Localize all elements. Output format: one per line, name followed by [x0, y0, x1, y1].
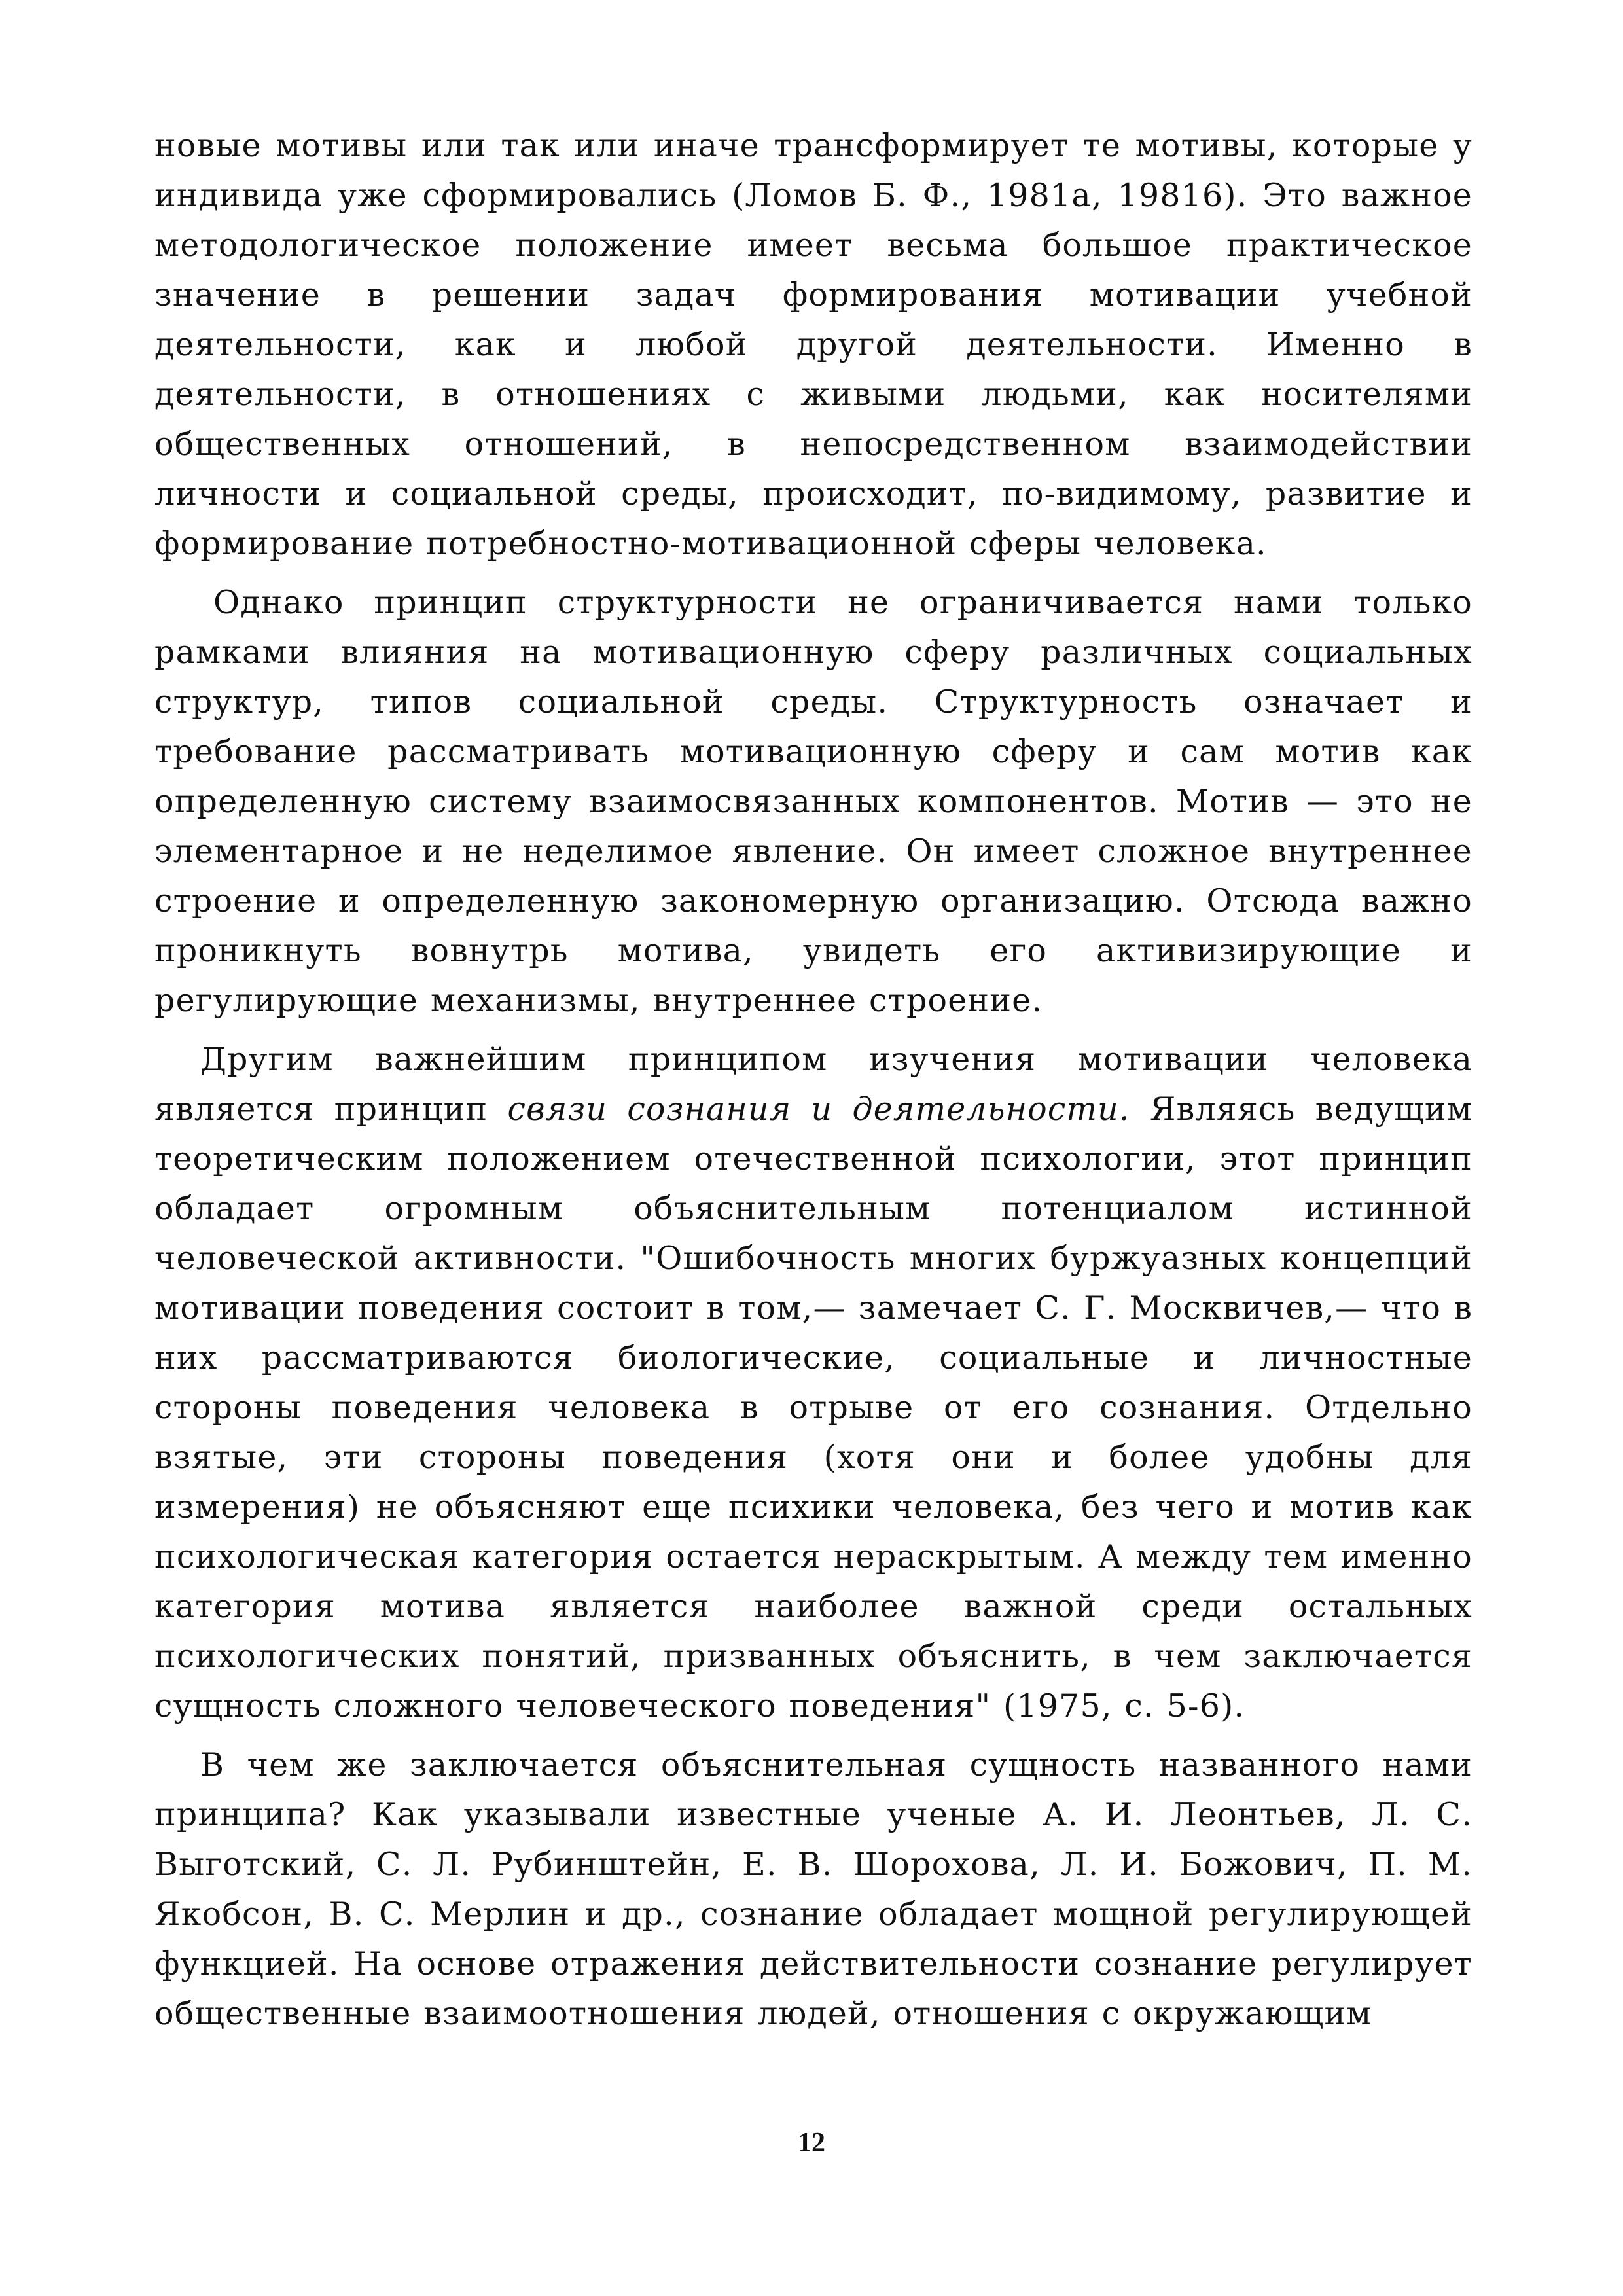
- paragraph-text: Являясь ведущим теоретическим положением отечественной психологии, этот принцип обладает огромным объяснительным потенциалом истинной человеческой активности. "Ошибочность многих буржуазных концепций мотивации поведения состоит в том,— замечает С. Г. Москвичев,— что в них рассматриваются биологические, социальные и личностные стороны поведения человека в отрыве от его сознания. Отдельно взятые, эти стороны поведения (хотя они и более удобны для измерения) не объясняют еще психики человека, без чего и мотив как психологическая категория остается нераскрытым. А между тем именно категория мотива является наиболее важной среди остальных психологических понятий, призванных объяснить, в чем заключается сущность сложного человеческого поведения" (1975, с. 5-6).: [154, 1090, 1473, 1725]
- paragraph: новые мотивы или так или иначе трансформирует те мотивы, которые у индивида уже сформировались (Ломов Б. Ф., 1981а, 19816). Это важное методологическое положение имеет весьма большое практическое значение в решении задач формирования мотивации учебной деятельности, как и любой другой деятельности. Именно в деятельности, в отношениях с живыми людьми, как носителями общественных отношений, в непосредственном взаимодействии личности и социальной среды, происходит, по-видимому, развитие и формирование потребностно-мотивационной сферы человека.: [154, 127, 1472, 562]
- page-number: 12: [798, 2128, 825, 2158]
- body-text: [154, 121, 1472, 2039]
- paragraph: [154, 1035, 1472, 1731]
- paragraph-text: Другим важнейшим принципом изучения мотивации человека является принцип: [154, 1041, 1472, 1128]
- emphasized-phrase: связи сознания и деятельности.: [507, 1090, 1130, 1128]
- paragraph: Однако принцип структурности не ограничивается нами только рамками влияния на мотивационную сферу различных социальных структур, типов социальной среды. Структурность означает и требование рассматривать мотивационную сферу и сам мотив как определенную систему взаимосвязанных компонентов. Мотив — это не элементарное и не неделимое явление. Он имеет сложное внутреннее строение и определенную закономерную организацию. Отсюда важно проникнуть вовнутрь мотива, увидеть его активизирующие и регулирующие механизмы, внутреннее строение.: [154, 584, 1472, 1019]
- paragraph: В чем же заключается объяснительная сущность названного нами принципа? Как указывали известные ученые А. И. Леонтьев, Л. С. Выготский, С. Л. Рубинштейн, Е. В. Шорохова, Л. И. Божович, П. М. Якобсон, В. С. Мерлин и др., сознание обладает мощной регулирующей функцией. На основе отражения действительности сознание регулирует общественные взаимоотношения людей, отношения с окружающим: [154, 1746, 1472, 2032]
